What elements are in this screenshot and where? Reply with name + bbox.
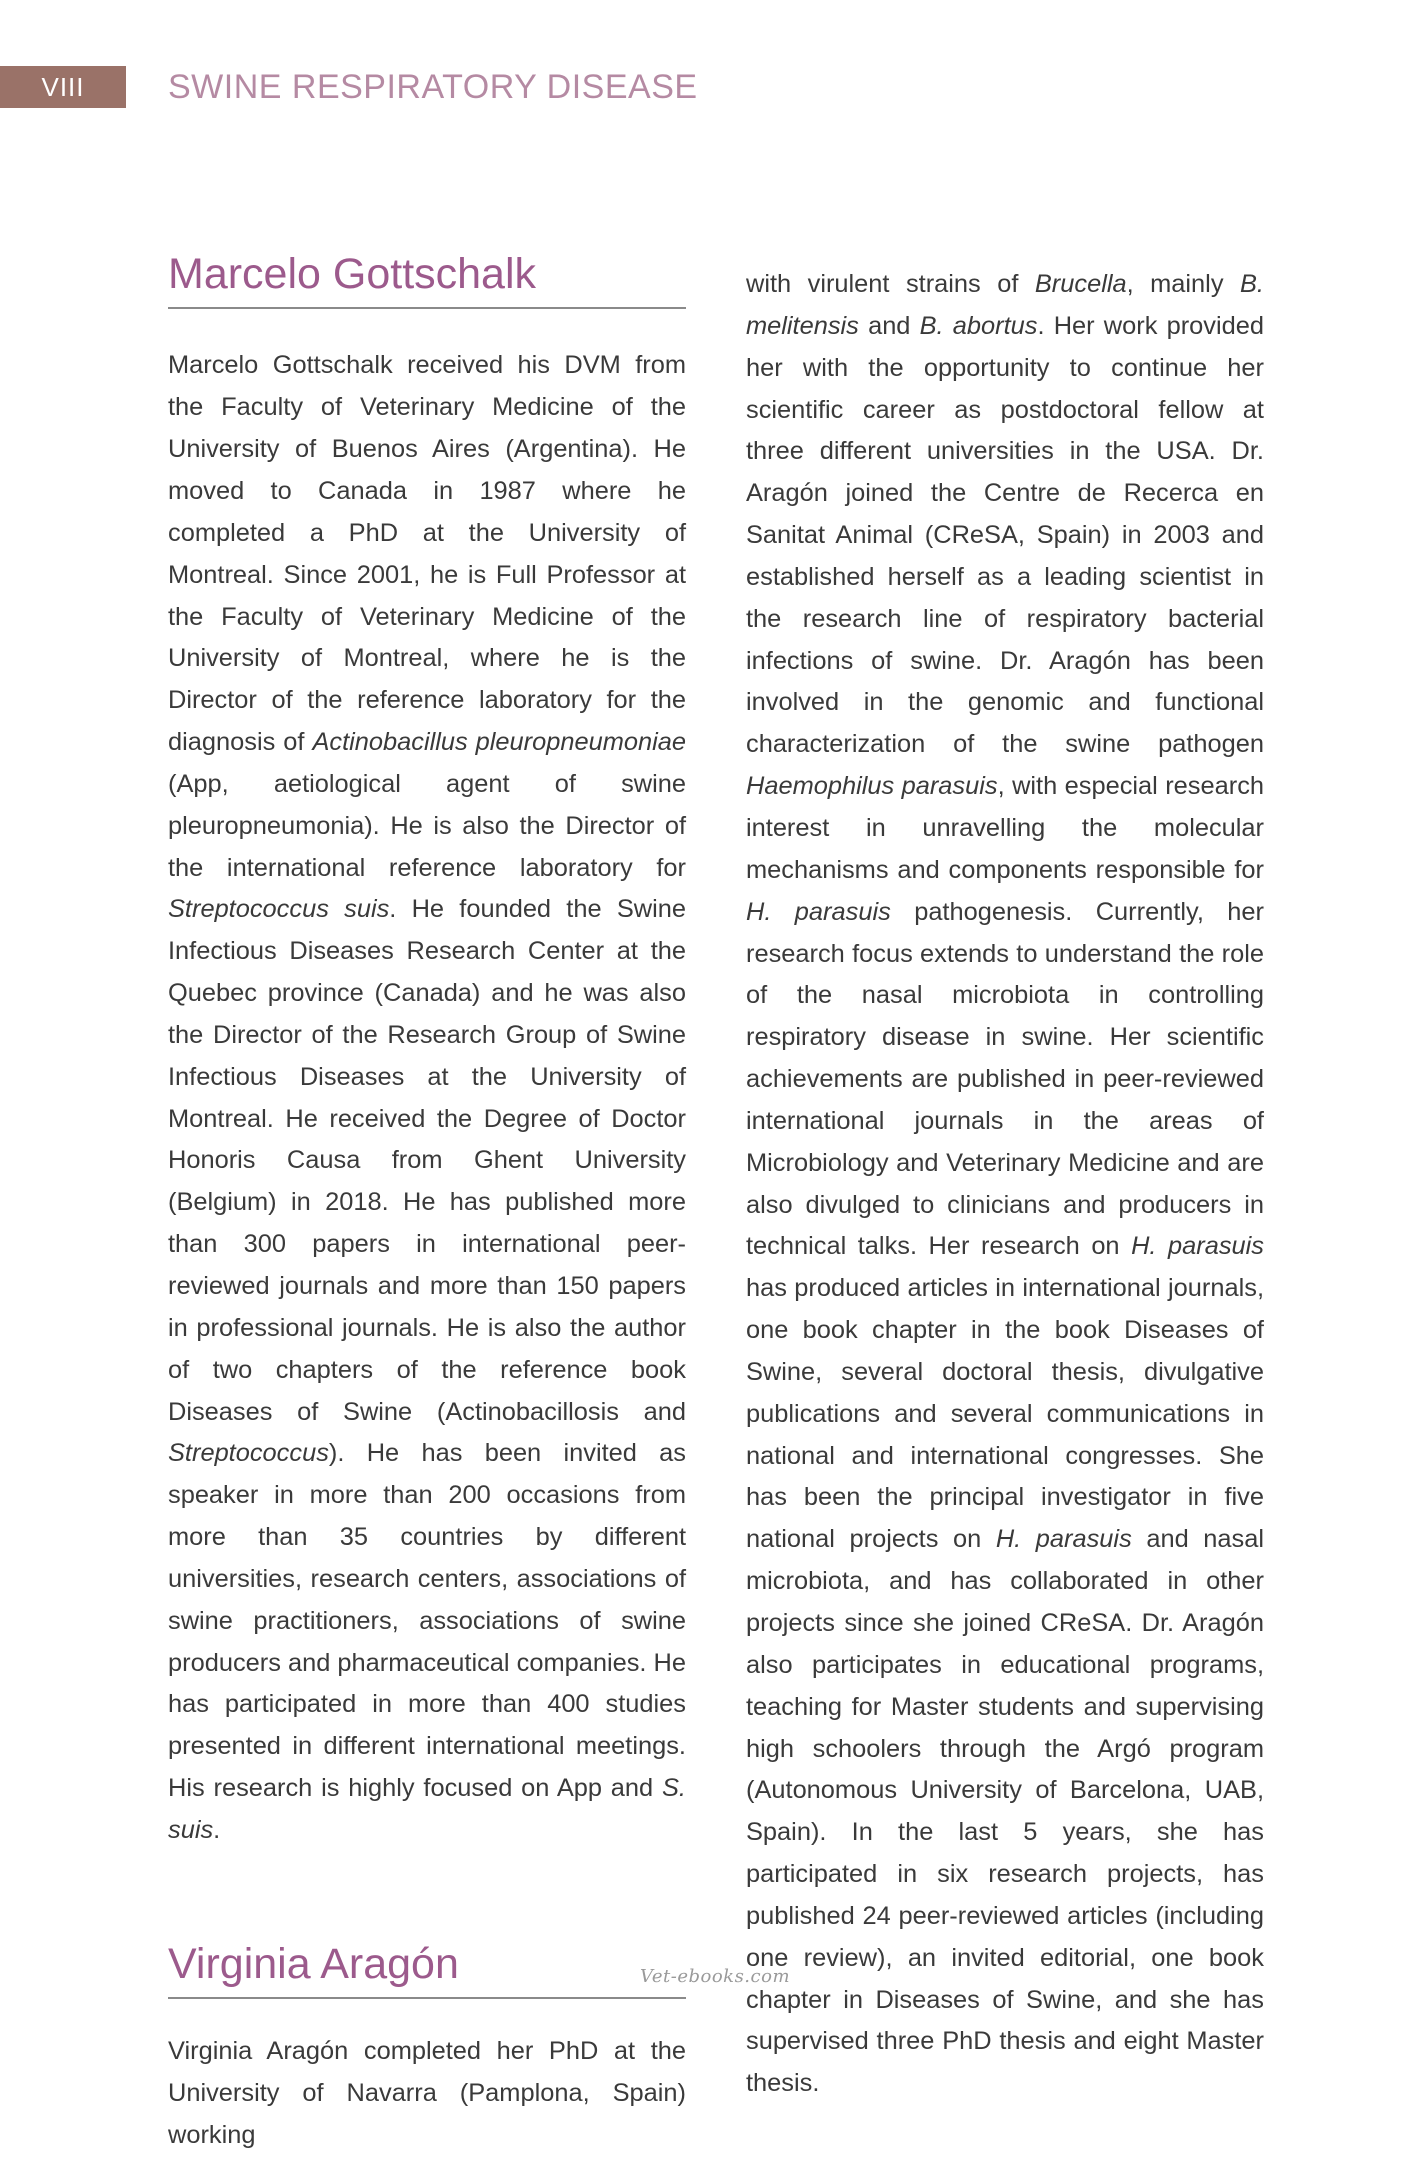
heading-virginia-aragon: Virginia Aragón bbox=[168, 1940, 686, 1999]
bio-virginia-aragon-start bbox=[168, 2031, 686, 2157]
italic-term: H. parasuis bbox=[1131, 1232, 1264, 1261]
watermark-logo: Vet-ebooks.com bbox=[640, 1966, 791, 1987]
text-run: , with especial research interest in unravelling the molecular mechanisms and components responsible for bbox=[746, 772, 1265, 884]
text-run: ). He has been invited as speaker in more than 200 occasions from more than 35 countries by different universities, research centers, associations of swine practitioners, associations of swine producers and pharmaceutical companies. He has participated in more than 400 studies presented in different international meetings. His research is highly focused on App and bbox=[168, 1439, 686, 1803]
italic-term: H. parasuis bbox=[746, 897, 891, 926]
heading-marcelo-gottschalk: Marcelo Gottschalk bbox=[168, 250, 686, 309]
text-run: Virginia Aragón completed her PhD at the University of Navarra (Pamplona, Spain) working bbox=[168, 2037, 686, 2149]
text-run: , mainly bbox=[1126, 270, 1240, 298]
text-run: pathogenesis. Currently, her research focus extends to understand the role of the nasal microbiota in controlling respiratory disease in swine. Her scientific achievements are published in peer-reviewed international journals in the areas of Microbiology and Veterinary Medicine and are also divulged to clinicians and producers in technical talks. Her research on bbox=[746, 897, 1264, 1261]
bio-marcelo-gottschalk bbox=[168, 345, 686, 1851]
running-title: SWINE RESPIRATORY DISEASE bbox=[168, 68, 698, 106]
italic-term: B. melitensis bbox=[746, 270, 1264, 340]
italic-term: Haemophilus parasuis bbox=[746, 772, 998, 801]
text-run: . He founded the Swine Infectious Diseases Research Center at the Quebec province (Canada) and he was also the Director of the Research Group of Swine Infectious Diseases at the University of Montreal. He received the Degree of Doctor Honoris Causa from Ghent University (Belgium) in 2018. He has published more than 300 papers in international peer-reviewed journals and more than 150 papers in professional journals. He is also the author of two chapters of the reference book Diseases of Swine (Actinobacillosis and bbox=[168, 895, 686, 1426]
italic-term: H. parasuis bbox=[995, 1525, 1132, 1554]
text-run: and bbox=[858, 311, 920, 340]
text-run: and nasal microbiota, and has collaborated in other projects since she joined CReSA. Dr. Aragón also participates in educational programs, teaching for Master students and supervising high schoolers through the Argó program (Autonomous University of Barcelona, UAB, Spain). In the last 5 years, she has participated in six research projects, has published 24 peer-reviewed articles (including one review), an invited editorial, one book chapter in Diseases of Swine, and she has supervised three PhD thesis and eight Master thesis. bbox=[746, 1525, 1264, 2098]
text-run: . bbox=[213, 1815, 221, 1844]
italic-term: Brucella bbox=[1034, 270, 1127, 298]
italic-term: Actinobacillus pleuropneumoniae bbox=[312, 728, 687, 757]
text-run: (App, aetiological agent of swine pleuropneumonia). He is also the Director of the international reference laboratory for bbox=[168, 769, 686, 882]
text-run: with virulent strains of bbox=[746, 270, 1035, 298]
right-column bbox=[746, 264, 1264, 2105]
italic-term: Streptococcus suis bbox=[168, 895, 390, 924]
text-run: has produced articles in international journals, one book chapter in the book Diseases of Swine, several doctoral thesis, divulgative publications and several communications in national and international congresses. She has been the principal investigator in five national projects on bbox=[746, 1274, 1264, 1554]
bio-virginia-aragon-continued bbox=[746, 264, 1264, 2105]
page-number-tab bbox=[0, 66, 126, 108]
page-number: VIII bbox=[41, 71, 85, 102]
text-run: Marcelo Gottschalk received his DVM from the Faculty of Veterinary Medicine of the University of Buenos Aires (Argentina). He moved to Canada in 1987 where he completed a PhD at the University of Montreal. Since 2001, he is Full Professor at the Faculty of Veterinary Medicine of the University of Montreal, where he is the Director of the reference laboratory for the diagnosis of bbox=[168, 351, 686, 757]
left-column bbox=[168, 250, 686, 2157]
text-run: . Her work provided her with the opportunity to continue her scientific career as postdoctoral fellow at three different universities in the USA. Dr. Aragón joined the Centre de Recerca en Sanitat Animal (CReSA, Spain) in 2003 and established herself as a leading scientist in the research line of respiratory bacterial infections of swine. Dr. Aragón has been involved in the genomic and functional characterization of the swine pathogen bbox=[746, 311, 1264, 759]
italic-term: B. abortus bbox=[919, 311, 1038, 340]
italic-term: Streptococcus bbox=[168, 1439, 329, 1468]
italic-term: S. suis bbox=[168, 1774, 686, 1844]
